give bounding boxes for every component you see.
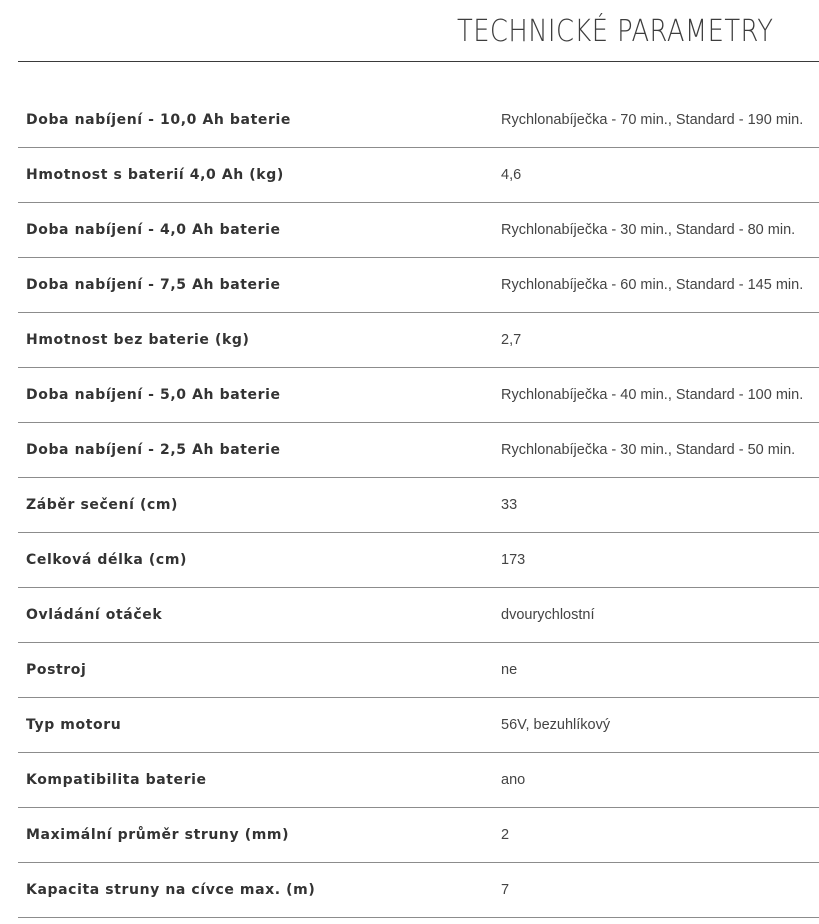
- spec-row: [18, 863, 819, 918]
- spec-value: Rychlonabíječka - 60 min., Standard - 145 min.: [501, 277, 804, 293]
- spec-value: 7: [501, 882, 510, 898]
- spec-label: Doba nabíjení - 2,5 Ah baterie: [26, 442, 281, 458]
- spec-value: 2: [501, 827, 510, 843]
- spec-label: Postroj: [26, 662, 87, 678]
- spec-row: [18, 423, 819, 478]
- spec-value: Rychlonabíječka - 30 min., Standard - 80 min.: [501, 222, 796, 238]
- spec-row: [18, 258, 819, 313]
- spec-value: 173: [501, 552, 526, 568]
- spec-label: Celková délka (cm): [26, 552, 187, 568]
- spec-row: [18, 808, 819, 863]
- spec-row: [18, 698, 819, 753]
- section-header: [18, 0, 819, 62]
- spec-row: [18, 753, 819, 808]
- spec-value: ne: [501, 662, 518, 678]
- spec-label: Hmotnost bez baterie (kg): [26, 332, 250, 348]
- spec-label: Doba nabíjení - 4,0 Ah baterie: [26, 222, 281, 238]
- spec-row: [18, 533, 819, 588]
- spec-row: [18, 93, 819, 148]
- spec-label: Kapacita struny na cívce max. (m): [26, 882, 316, 898]
- spec-label: Hmotnost s baterií 4,0 Ah (kg): [26, 167, 284, 183]
- spec-row: [18, 643, 819, 698]
- spec-row: [18, 203, 819, 258]
- spec-label: Doba nabíjení - 10,0 Ah baterie: [26, 112, 291, 128]
- spec-label: Typ motoru: [26, 717, 122, 733]
- spec-label: Doba nabíjení - 7,5 Ah baterie: [26, 277, 281, 293]
- spec-value: dvourychlostní: [501, 607, 595, 623]
- spec-label: Maximální průměr struny (mm): [26, 827, 290, 843]
- spec-row: [18, 478, 819, 533]
- section-title: TECHNICKÉ PARAMETRY: [457, 14, 774, 49]
- spec-value: 33: [501, 497, 518, 513]
- spec-value: Rychlonabíječka - 70 min., Standard - 190 min.: [501, 112, 804, 128]
- spec-row: [18, 148, 819, 203]
- spec-value: 4,6: [501, 167, 522, 183]
- spec-value: Rychlonabíječka - 30 min., Standard - 50 min.: [501, 442, 796, 458]
- spec-label: Záběr sečení (cm): [26, 497, 179, 513]
- spec-value: 2,7: [501, 332, 522, 348]
- spec-label: Kompatibilita baterie: [26, 772, 207, 788]
- spec-row: [18, 313, 819, 368]
- spec-value: Rychlonabíječka - 40 min., Standard - 100 min.: [501, 387, 804, 403]
- spec-row: [18, 588, 819, 643]
- spec-value: ano: [501, 772, 526, 788]
- spec-value: 56V, bezuhlíkový: [501, 717, 611, 733]
- spec-label: Ovládání otáček: [26, 607, 163, 623]
- spec-row: [18, 368, 819, 423]
- spec-label: Doba nabíjení - 5,0 Ah baterie: [26, 387, 281, 403]
- spec-table: [18, 93, 819, 918]
